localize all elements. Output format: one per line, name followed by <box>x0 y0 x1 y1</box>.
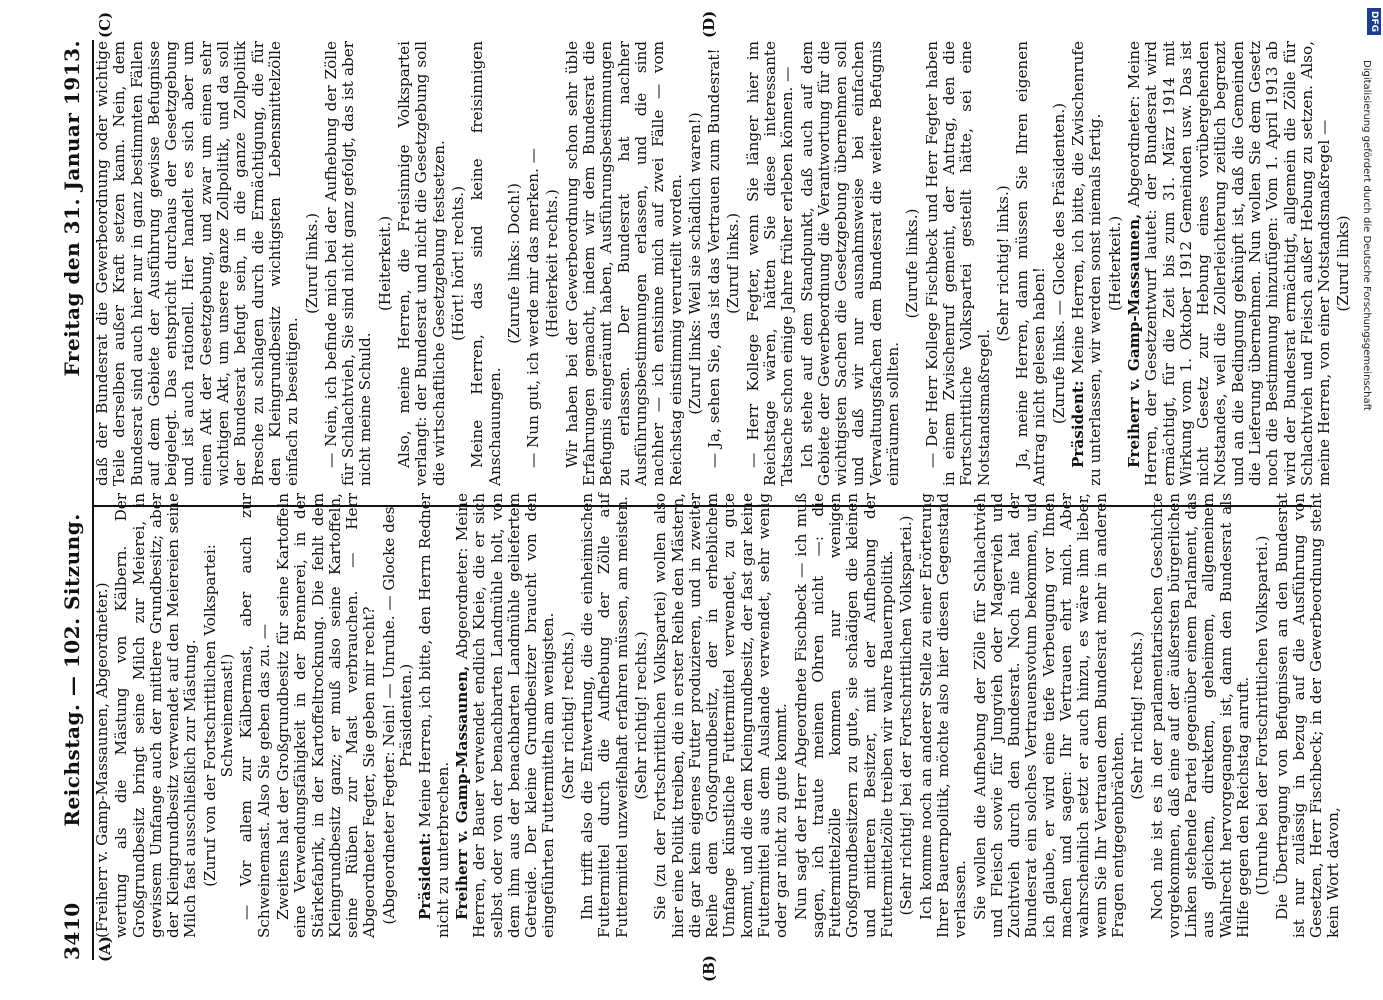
right-column-paragraph: Ja, meine Herren, dann müssen Sie Ihren eigenen Antrag nicht gelesen haben! <box>1013 41 1049 486</box>
right-column-paragraph: (Zurufe links. — Glocke des Präsidenten.) <box>1049 102 1068 425</box>
speaker-name: Präsident: <box>1069 380 1088 468</box>
margin-mark-c: (C) <box>96 11 114 38</box>
left-column-paragraph: Die Übertragung von Befugnissen an den Bundesrat ist nur zulässig in bezug auf die Ausführung von Gesetzen, Herr Fischbeck; in der Gewerbeordnung steht kein Wort davon, <box>1272 493 1343 938</box>
left-column-paragraph: wertung als die Mästung von Kälbern. Der Großgrundbesitz bringt seine Milch zur Meierei, in gewissem Umfange auch der mittlere Grundbesitz; aber der Kleingrundbesitz verwendet auf den Meiereien seine Milch fast ausschließlich zur Mästung. <box>112 493 200 938</box>
left-column-paragraph: (Abgeordneter Fegter: Nein! — Unruhe. — Glocke des Präsidenten.) <box>379 506 416 925</box>
right-column-paragraph: — Nein, ich befinde mich bei der Aufhebung der Zölle für Schlachtvieh, Sie sind nicht ganz gefolgt, das ist aber nicht meine Schuld. <box>321 41 375 486</box>
left-column-paragraph: Sie wollen die Aufhebung der Zölle für Schlachtvieh und Fleisch sowie für Jungvieh oder Magervieh und Zuchtvieh durch den Bundesrat. Noch nie hat der Bundesrat ein solches Vertrauensvotum bekommen, und ich glaube, er wird eine tiefe Verbeugung vor Ihnen machen und sagen: Ihr Vertrauen ehrt mich. Aber wahrscheinlich setzt er auch hinzu, es wäre ihm lieber, wenn Sie Ihr Vertrauen dem Bundesrat mehr in anderen Fragen entgegenbrächten. <box>970 493 1127 938</box>
right-column-paragraph: Wir haben bei der Gewerbeordnung schon sehr üble Erfahrungen gemacht, indem wir dem Bundesrat die Befugnis eingeräumt haben, Ausführungsbestimmungen zu erlassen. Der Bundesrat hat nachher Ausführungsbestimmungen erlassen, und die sind nachher — ich entsinne mich auf zwei Fälle — vom Reichstag einstimmig verurteilt worden. <box>562 41 685 486</box>
margin-mark-b: (B) <box>700 955 718 982</box>
digitization-note: Digitalisierung gefördert durch die Deutsche Forschungsgemeinschaft <box>1361 60 1372 411</box>
page-number: 3410 <box>60 902 84 960</box>
margin-mark-a: (A) <box>96 936 114 962</box>
left-column-paragraph: — Vor allem zur Kälbermast, aber auch zur Schweinemast. Also Sie geben das zu. — <box>237 493 273 938</box>
speaker-name: Freiherr v. Gamp-Massaunen, <box>452 665 471 920</box>
right-column-paragraph: (Zuruf links: Weil sie schädlich waren!) <box>685 112 704 415</box>
left-column-paragraph: Präsident: Meine Herren, ich bitte, den Herrn Redner nicht zu unterbrechen. <box>416 493 452 938</box>
left-column-paragraph: Noch nie ist es in der parlamentarischen Geschichte vorgekommen, daß eine auf der äußersten bürgerlichen Linken stehende Partei gegenüber einem Parlament, das aus gleichem, direktem, geheimem, allgemeinem Wahlrecht hervorgegangen ist, dann den Bundesrat als Hilfe gegen den Reichstag anruft. <box>1147 493 1252 938</box>
session-title: Reichstag. — 102. Sitzung. <box>60 513 84 827</box>
right-column-paragraph: — Nun gut, ich werde mir das merken. — <box>524 148 543 468</box>
margin-mark-d: (D) <box>700 10 718 38</box>
left-column-paragraph: Ich komme noch an anderer Stelle zu einer Erörterung Ihrer Bauernpolitik, möchte also hier diesen Gegenstand verlassen. <box>916 493 970 938</box>
right-column-paragraph: — Herr Kollege Fegter, wenn Sie länger hier im Reichstage wären, hätten Sie diese interessante Tatsache schon einige Jahre früher erleben können. — <box>743 41 797 486</box>
left-column-paragraph: Zweitens hat der Großgrundbesitz für seine Kartoffeln eine Verwendungsfähigkeit in der Brennerei, in der Stärkefabrik, in der Kartoffeltrocknung. Die fehlt dem Kleingrundbesitz ganz; er muß also seine Kartoffeln, seine Rüben zur Mast verbrauchen. — Herr Abgeordneter Fegter, Sie geben mir recht? <box>273 493 379 938</box>
left-column-paragraph: Freiherr v. Gamp-Massaunen, Abgeordneter: Meine Herren, der Bauer verwendet endlich Kleie, die er sich selbst oder von der benachbarten Landmühle holt, von dem ihm aus der benachbarten Landmühle geliefertem Getreide. Der kleine Grundbesitzer braucht von den eingeführten Futtermitteln am wenigsten. <box>452 493 558 938</box>
right-column-paragraph: Freiherr v. Gamp-Massaunen, Abgeordneter: Meine Herren, der Gesetzentwurf lautet: der Bundesrat wird ermächtigt, für die Zeit bis zum 31. März 1914 mit Wirkung vom 1. Oktober 1912 Gemeinden usw. Das ist nicht Gesetz zur Hebung eines vorübergehenden Notstandes, weil die Zollerleichterung zeitlich begrenzt und an die Bedingung geknüpft ist, daß die Gemeinden die Lieferung übernehmen. Nun wollen Sie dem Gesetz noch die Bestimmung hinzufügen: Vom 1. April 1913 ab wird der Bundesrat ermächtigt, allgemein die Zölle für Schlachtvieh und Fleisch außer Hebung zu setzen. Also, meine Herren, von einer Notstandsmaßregel — <box>1124 41 1334 486</box>
right-column-paragraph: (Zuruf links.) <box>724 213 743 314</box>
right-column-paragraph: (Heiterkeit.) <box>1105 215 1124 312</box>
right-column-paragraph: (Heiterkeit rechts.) <box>543 189 562 338</box>
right-column-paragraph: — Der Herr Kollege Fischbeck und Herr Fegter haben in einem Zwischenruf gemeint, der Antrag, den die Fortschrittliche Volkspartei gestellt hätte, sei eine Notstandsmaßregel. <box>922 41 993 486</box>
dfg-logo: DFG <box>1367 8 1381 35</box>
right-column-paragraph: Meine Herren, das sind keine freisinnigen Anschauungen. <box>468 41 504 486</box>
left-column-paragraph: (Sehr richtig! bei der Fortschrittlichen Volkspartei.) <box>897 515 916 916</box>
right-column-paragraph: (Heiterkeit.) <box>375 215 394 312</box>
left-column-paragraph: Ihn trifft also die Entwertung, die die einheimischen Futtermittel durch die Aufhebung der Zölle auf Futtermittel unzweifelhaft erfahren müssen, am meisten. <box>578 493 631 938</box>
speaker-name: Freiherr v. Gamp-Massaunen, <box>1124 213 1143 468</box>
right-column-paragraph: Ich stehe auf dem Standpunkt, daß auch auf dem Gebiete der Gewerbeordnung die Verantwortung für die wichtigsten Sachen die Gesetzgebung übernehmen soll und daß wir nur ausnahmsweise bei einfachen Verwaltungsfachen dem Bundesrat die weitere Befugnis einräumen sollten. <box>797 41 903 486</box>
left-column-paragraph: (Sehr richtig! rechts.) <box>558 631 577 800</box>
right-column-paragraph: daß der Bundesrat die Gewerbeordnung oder wichtige Teile derselben außer Kraft setzen kann. Nein, dem Bundesrat sind auch hier nur in ganz bestimmten Fällen auf dem Gebiete der Ausführung gewisse Befugnisse beigelegt. Das entspricht durchaus der Gesetzgebung und ist auch rationell. Hier handelt es sich aber um einen Akt der Gesetzgebung, und zwar um einen sehr wichtigen Akt, um unsere ganze Zollpolitik, und da soll der Bundesrat befugt sein, in die ganze Zollpolitik Bresche zu schlagen durch die Ermächtigung, die für den Kleingrundbesitz wichtigsten Lebensmittelzölle einfach zu beseitigen. <box>93 41 302 486</box>
left-column-paragraph: (Freiherr v. Gamp-Massaunen, Abgeordneter.) <box>93 582 111 938</box>
right-column-paragraph: (Zurufe links.) <box>903 208 922 319</box>
right-column-paragraph: (Hört! hört! rechts.) <box>448 186 467 342</box>
session-date: Freitag den 31. Januar 1913. <box>60 40 84 377</box>
left-column-paragraph: (Unruhe bei der Fortschrittlichen Volkspartei.) <box>1253 535 1272 896</box>
left-column-paragraph: (Sehr richtig! rechts.) <box>631 631 650 800</box>
right-column-paragraph: Also, meine Herren, die Freisinnige Volkspartei verlangt: der Bundesrat und nicht die Gesetzgebung soll die wirtschaftliche Gesetzgebung festsetzen. <box>395 41 448 486</box>
left-column-paragraph: (Zuruf von der Fortschrittlichen Volkspartei: Schweinemast!) <box>200 544 237 887</box>
left-column-paragraph: Sie (zu der Fortschrittlichen Volkspartei) wollen also hier eine Politik treiben, die in erster Reihe den Mästern, die gar kein eigenes Futter produzieren, und in zweiter Reihe dem Großgrundbesitz, der in erheblichem Umfange künstliche Futtermittel verwendet, zu gute kommt, und die dem Kleingrundbesitz, der fast gar keine Futtermittel aus dem Auslande verwendet, sehr wenig oder gar nicht zu gute kommt. <box>651 493 791 938</box>
page-header <box>60 40 94 960</box>
right-column-paragraph: (Zurufe links: Doch!) <box>504 183 523 344</box>
right-column-paragraph: (Zuruf links) <box>1334 215 1353 312</box>
left-column-paragraph: Nun sagt der Herr Abgeordnete Fischbeck — ich muß sagen, ich traute meinen Ohren nicht —: die Futtermittelzölle kommen nur wenigen Großgrundbesitzern zu gute, sie schädigen die kleinen und mittleren Besitzer, mit der Aufhebung der Futtermittelzölle treiben wir wahre Bauernpolitik. <box>791 493 897 938</box>
left-column-paragraph: (Sehr richtig! rechts.) <box>1128 631 1147 800</box>
speaker-name: Präsident: <box>416 832 435 920</box>
right-column-paragraph: (Zuruf links.) <box>302 213 321 314</box>
left-column <box>93 493 1343 938</box>
right-column-paragraph: — Ja, sehen Sie, das ist das Vertrauen zum Bundesrat! <box>705 48 724 468</box>
right-column <box>93 41 1353 486</box>
right-column-paragraph: (Sehr richtig! links.) <box>993 185 1012 342</box>
right-column-paragraph: Präsident: Meine Herren, ich bitte, die Zwischenrufe zu unterlassen, wir werden sonst niemals fertig. <box>1069 41 1105 486</box>
